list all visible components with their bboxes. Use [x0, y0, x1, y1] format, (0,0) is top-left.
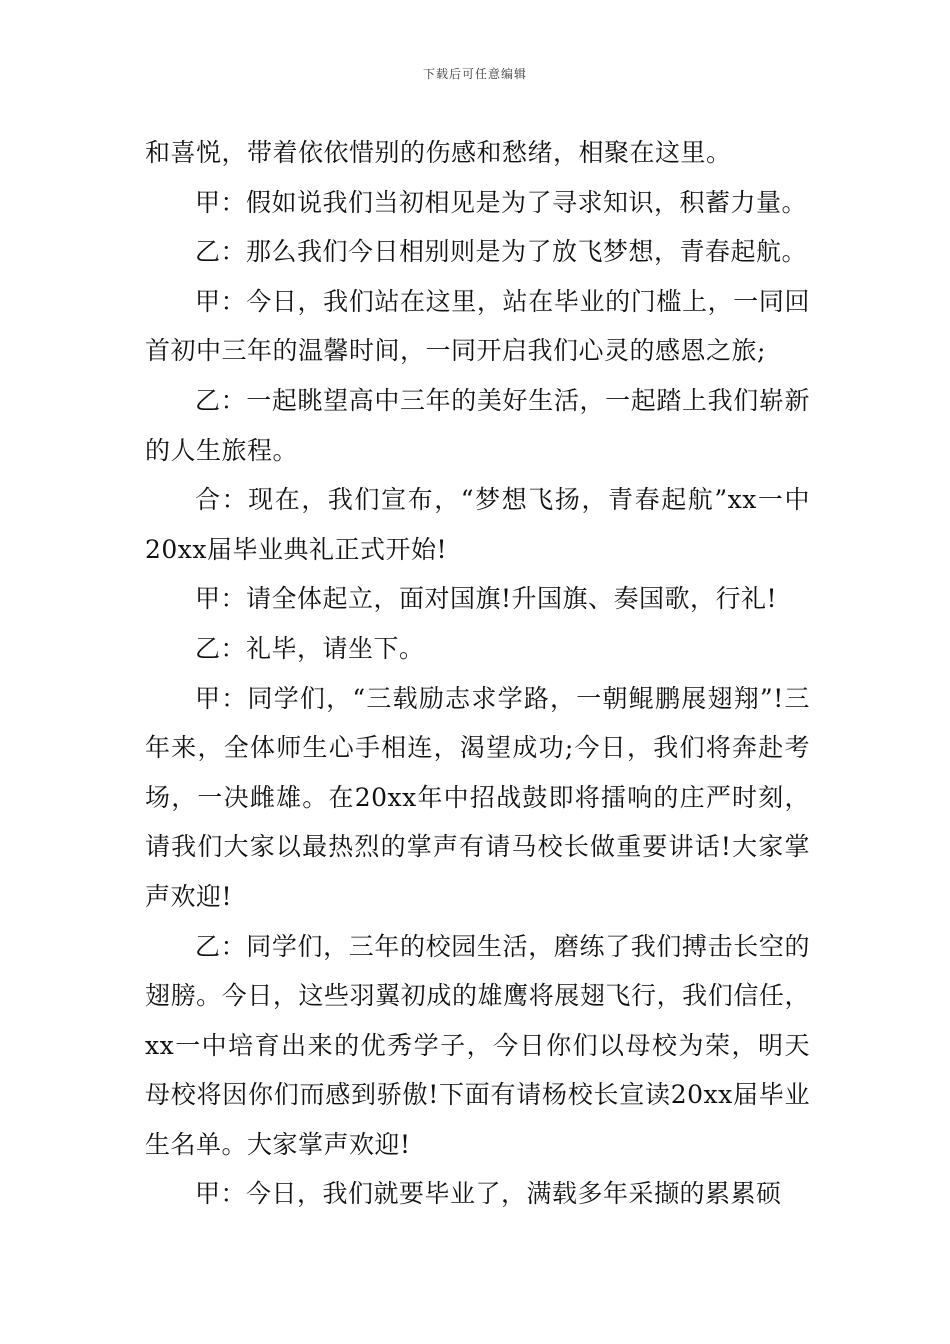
document-body [145, 128, 810, 1219]
paragraph-2: 甲：假如说我们当初相见是为了寻求知识，积蓄力量。 [195, 187, 808, 217]
paragraph-5: 乙：一起眺望高中三年的美好生活，一起踏上我们崭新的人生旅程。 [145, 385, 810, 465]
paragraph-8: 乙：礼毕，请坐下。 [195, 633, 425, 663]
paragraph-11: 甲：今日，我们就要毕业了，满载多年采撷的累累硕 [195, 1179, 782, 1209]
paragraph-6: 合：现在，我们宣布，“梦想飞扬，青春起航”xx一中20xx届毕业典礼正式开始! [145, 485, 810, 564]
paragraph-10: 乙：同学们，三年的校园生活，磨练了我们搏击长空的翅膀。今日，这些羽翼初成的雄鹰将展翅飞行，我们信任，xx一中培育出来的优秀学子，今日你们以母校为荣，明天母校将因你们而感到骄傲!下面有请杨校长宣读20xx届毕业生名单。大家掌声欢迎! [145, 931, 810, 1159]
paragraph-9: 甲：同学们，“三载励志求学路，一朝鲲鹏展翅翔”!三年来，全体师生心手相连，渴望成功;今日，我们将奔赴考场，一决雌雄。在20xx年中招战鼓即将擂响的庄严时刻，请我们大家以最热烈的掌声有请马校长做重要讲话!大家掌声欢迎! [145, 683, 810, 911]
paragraph-3: 乙：那么我们今日相别则是为了放飞梦想，青春起航。 [195, 237, 808, 267]
paragraph-7: 甲：请全体起立，面对国旗!升国旗、奏国歌，行礼! [195, 584, 778, 614]
paragraph-4: 甲：今日，我们站在这里，站在毕业的门槛上，一同回首初中三年的温馨时间，一同开启我们心灵的感恩之旅; [145, 286, 810, 366]
page-header-note: 下载后可任意编辑 [422, 67, 527, 81]
paragraph-1: 和喜悦，带着依依惜别的伤感和愁绪，相聚在这里。 [145, 138, 732, 167]
